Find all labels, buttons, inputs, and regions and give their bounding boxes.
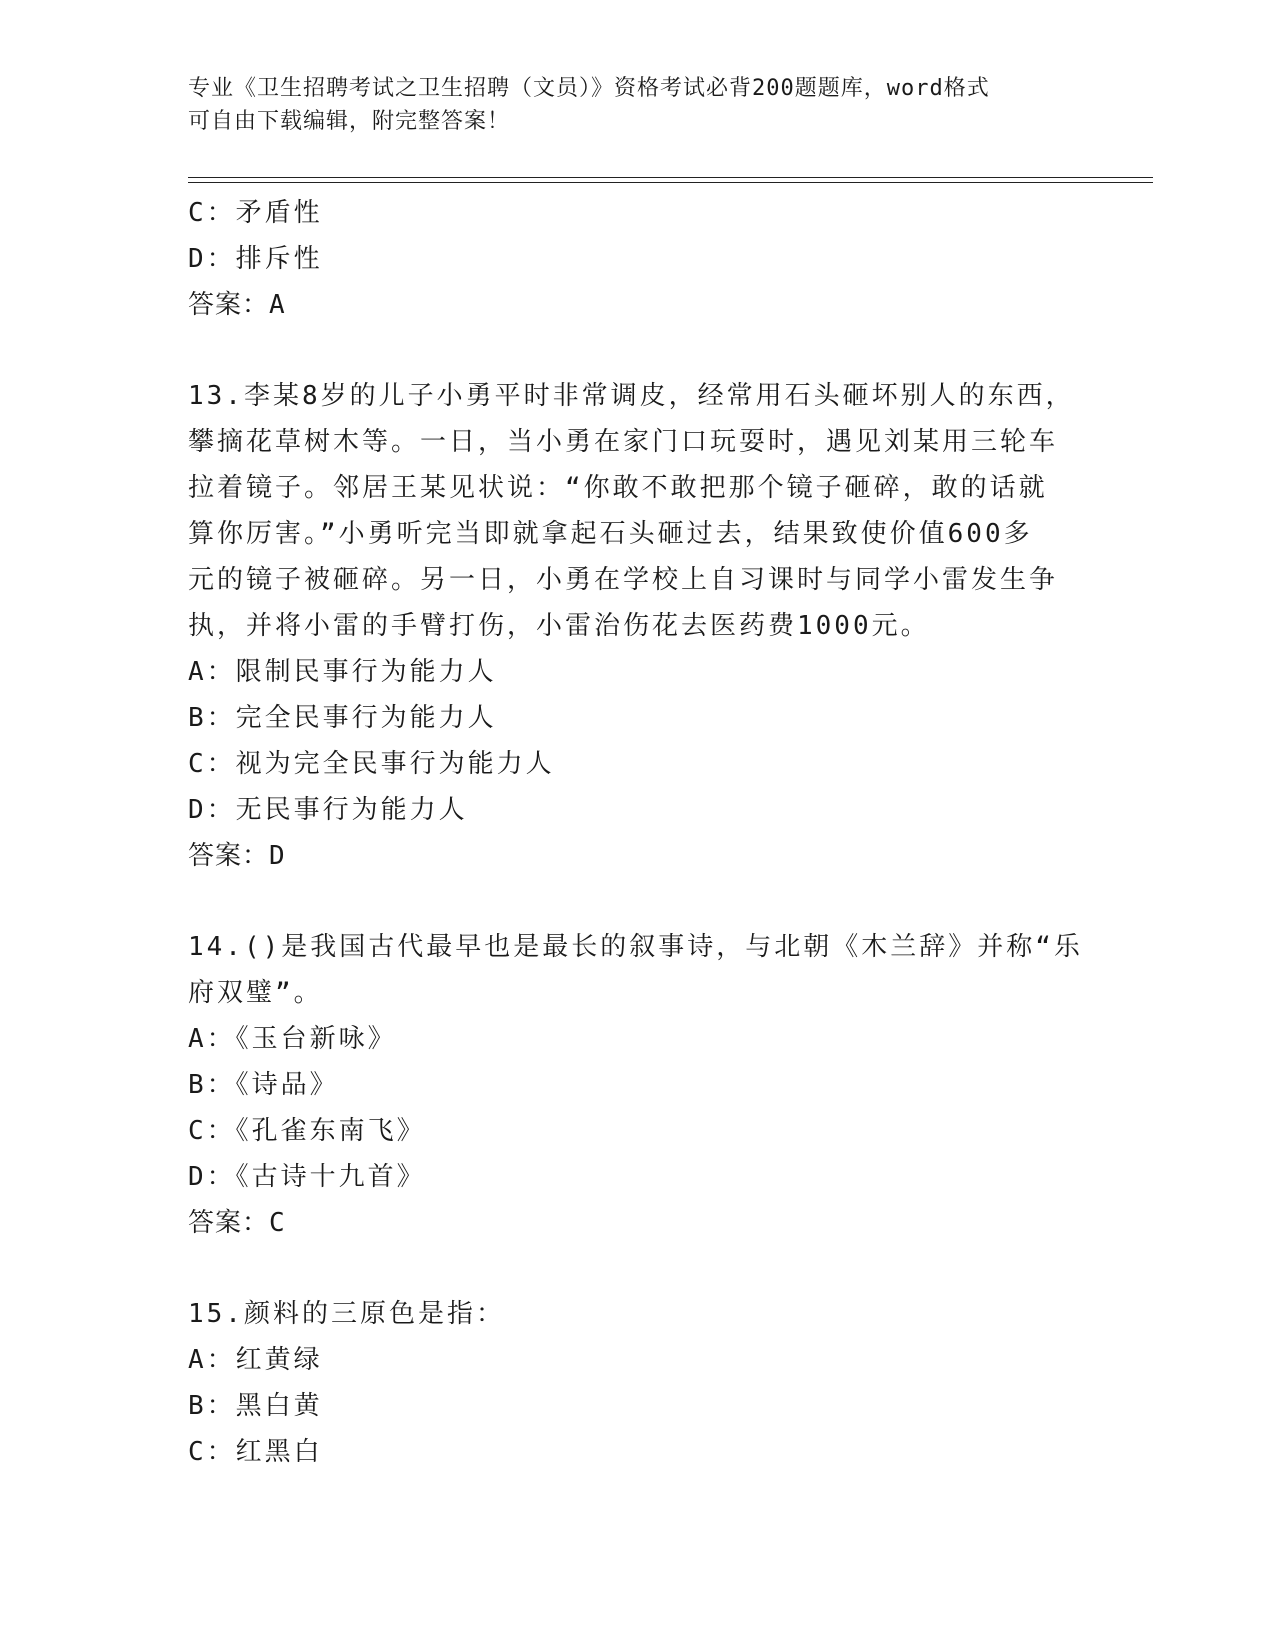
option-c: C：《孔雀东南飞》	[188, 1116, 426, 1146]
question-stem-line: 14.()是我国古代最早也是最长的叙事诗，与北朝《木兰辞》并称“乐	[188, 932, 1083, 962]
document-body	[188, 190, 1088, 1475]
option-a: A：限制民事行为能力人	[188, 657, 497, 687]
header-rule-bottom	[188, 182, 1153, 183]
spacer	[188, 328, 1088, 373]
answer-line: 答案：A	[188, 290, 286, 320]
option-c: C：矛盾性	[188, 198, 323, 228]
question-stem-line: 13.李某8岁的儿子小勇平时非常调皮，经常用石头砸坏别人的东西，	[188, 381, 1075, 411]
option-c: C：红黑白	[188, 1437, 323, 1467]
question-15	[188, 1291, 1088, 1475]
question-stem-line: 算你厉害。”小勇听完当即就拿起石头砸过去，结果致使价值600多	[188, 519, 1033, 549]
answer-line: 答案：C	[188, 1208, 286, 1238]
question-13	[188, 373, 1088, 879]
option-b: B：完全民事行为能力人	[188, 703, 497, 733]
question-12-tail	[188, 190, 1088, 328]
document-header	[188, 72, 1088, 138]
spacer	[188, 1246, 1088, 1291]
option-a: A：《玉台新咏》	[188, 1024, 397, 1054]
question-14	[188, 924, 1088, 1246]
question-stem-line: 执，并将小雷的手臂打伤，小雷治伤花去医药费1000元。	[188, 611, 930, 641]
question-stem-line: 攀摘花草树木等。一日，当小勇在家门口玩耍时，遇见刘某用三轮车	[188, 427, 1059, 457]
option-b: B：《诗品》	[188, 1070, 339, 1100]
question-stem-line: 拉着镜子。邻居王某见状说：“你敢不敢把那个镜子砸碎，敢的话就	[188, 473, 1048, 503]
header-line-1: 专业《卫生招聘考试之卫生招聘（文员）》资格考试必背200题题库，word格式	[188, 76, 990, 101]
option-d: D：《古诗十九首》	[188, 1162, 426, 1192]
option-a: A：红黄绿	[188, 1345, 323, 1375]
spacer	[188, 879, 1088, 924]
option-d: D：无民事行为能力人	[188, 795, 468, 825]
question-stem-line: 15.颜料的三原色是指：	[188, 1299, 505, 1329]
option-c: C：视为完全民事行为能力人	[188, 749, 555, 779]
header-rule-top	[188, 177, 1153, 178]
question-stem-line: 元的镜子被砸碎。另一日，小勇在学校上自习课时与同学小雷发生争	[188, 565, 1059, 595]
question-stem-line: 府双璧”。	[188, 978, 323, 1008]
option-b: B：黑白黄	[188, 1391, 323, 1421]
answer-line: 答案：D	[188, 841, 286, 871]
header-line-2: 可自由下载编辑，附完整答案！	[188, 109, 511, 134]
option-d: D：排斥性	[188, 244, 323, 274]
